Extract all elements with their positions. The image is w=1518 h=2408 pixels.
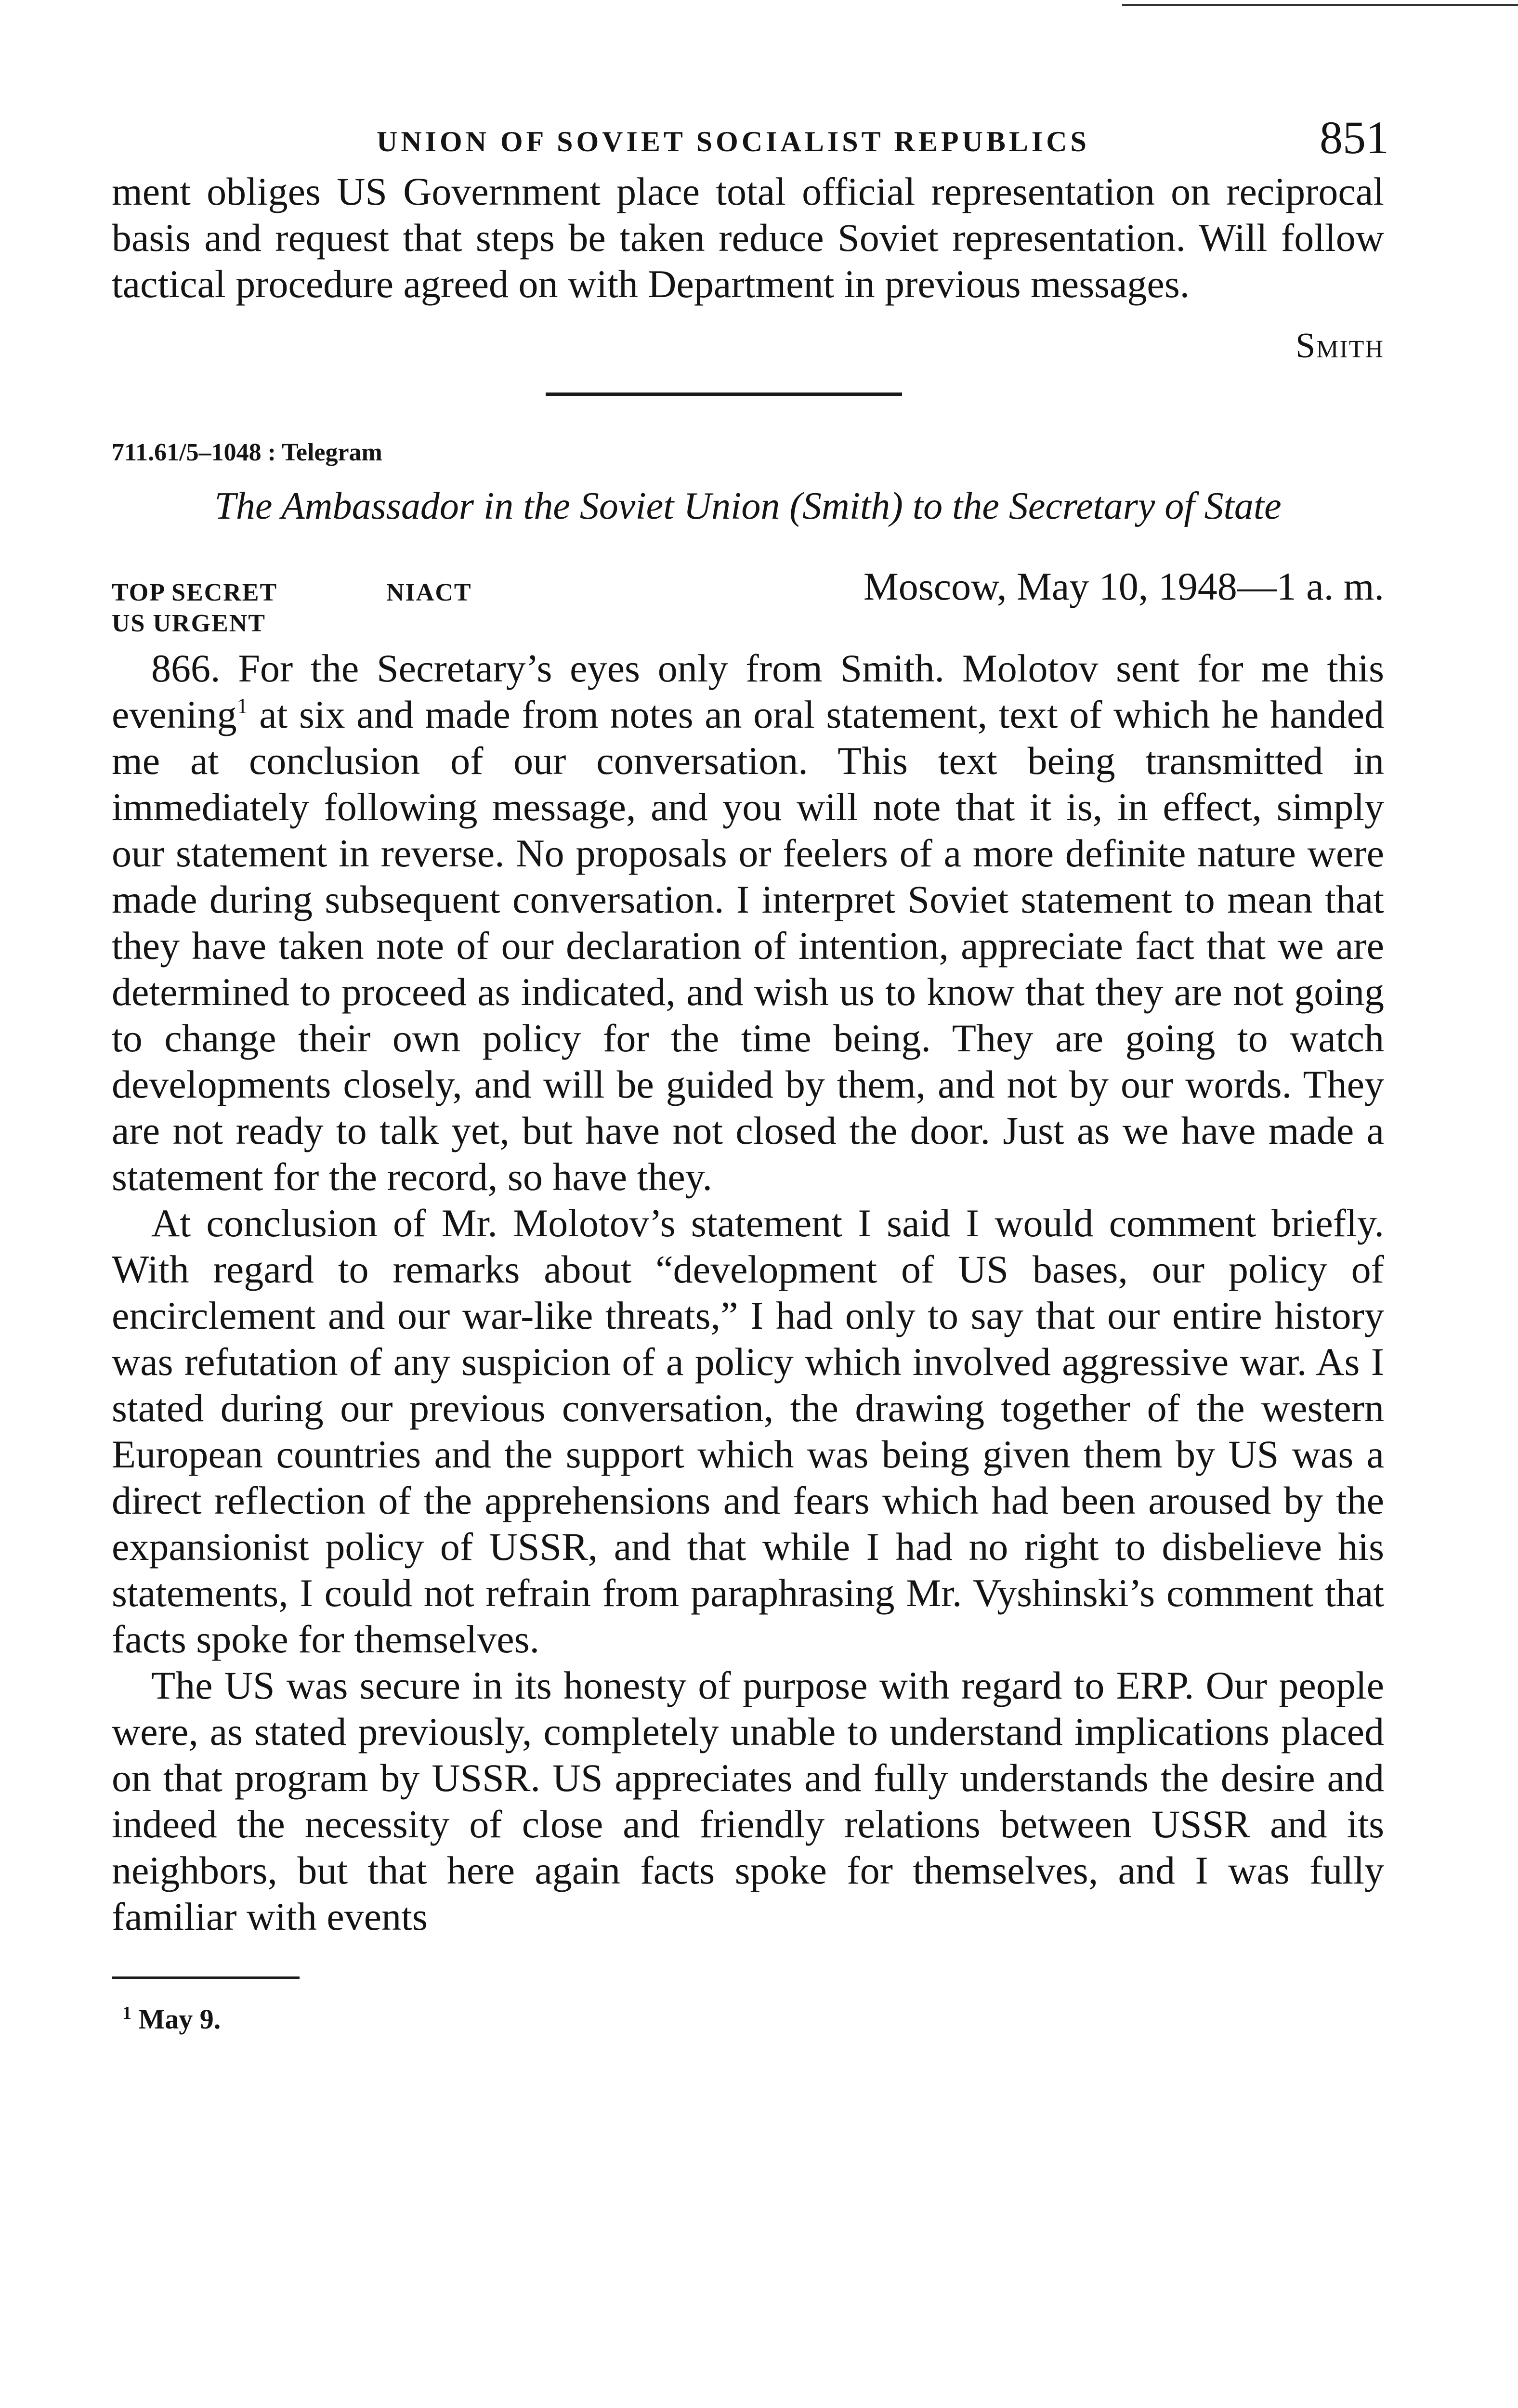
paragraph-1-rest: at six and made from notes an oral statement, text of which he handed me at conclusion of our conversation. This text being transmitted in immediately following message, and you will note that it is, in effect, simply our statement in reverse. No proposals or feelers of a more definite nature were made during subsequent conversation. I interpret Soviet statement to mean that they have taken note of our declaration of intention, appreciate fact that we are determined to proceed as indicated, and wish us to know that they are not going to change their own policy for the time being. They are going to watch developments closely, and will be guided by them, and not by our words. They are not ready to talk yet, but have not closed the door. Just as we have made a statement for the record, so have they. [112, 693, 1384, 1199]
top-edge-rule [1122, 4, 1518, 6]
telegram-header [112, 564, 1384, 606]
book-page [112, 111, 1389, 2035]
paragraph-1-lead: 866. For the Secretary’s eyes only from Smith. Molotov sent for me this evening [112, 646, 1384, 736]
running-head-title: UNION OF SOVIET SOCIALIST REPUBLICS [377, 126, 1090, 157]
telegram-paragraph-3: The US was secure in its honesty of purpose with regard to ERP. Our people were, as stated previously, completely unable to understand implications placed on that program by USSR. US appreciates and fully understands the desire and indeed the necessity of close and friendly relations between USSR and its neighbors, but that here again facts spoke for themselves, and I was fully familiar with events [112, 1663, 1384, 1938]
footnote-mark: 1 [122, 2003, 131, 2023]
telegram-paragraph-2: At conclusion of Mr. Molotov’s statement I said I would comment briefly. With regard to remarks about “development of US bases, our policy of encirclement and our war-like threats,” I had only to say that our entire history was refutation of any suspicion of a policy which involved aggressive war. As I stated during our previous conversation, the drawing together of the western European countries and the support which was being given them by US was a direct reflection of the apprehensions and fears which had been aroused by the expansionist policy of USSR, and that while I had no right to disbelieve his statements, I could not refrain from paraphrasing Mr. Vyshinski’s comment that facts spoke for themselves. [112, 1201, 1384, 1661]
handling-label: NIACT [386, 579, 472, 606]
footnote [122, 2003, 1384, 2035]
previous-document-signature: Smith [1295, 326, 1384, 366]
dateline: Moscow, May 10, 1948—1 a. m. [863, 564, 1384, 608]
footnote-rule [112, 1976, 300, 1979]
footnote-text: May 9. [138, 2003, 221, 2035]
urgency-label: US URGENT [112, 610, 266, 637]
classification-label: TOP SECRET [112, 579, 278, 606]
footnote-reference: 1 [236, 694, 248, 718]
document-divider [546, 393, 902, 396]
continued-paragraph: ment obliges US Government place total official representation on reciprocal basis and request that steps be taken reduce Soviet representation. Will follow tactical procedure agreed on with Department in previous messages. [112, 170, 1384, 306]
telegram-paragraph-1 [112, 645, 1384, 1200]
document-title: The Ambassador in the Soviet Union (Smith) to the Secretary of State [214, 485, 1282, 527]
file-reference: 711.61/5–1048 : Telegram [112, 439, 382, 466]
running-head [112, 111, 1389, 169]
page-number: 851 [1320, 112, 1389, 163]
